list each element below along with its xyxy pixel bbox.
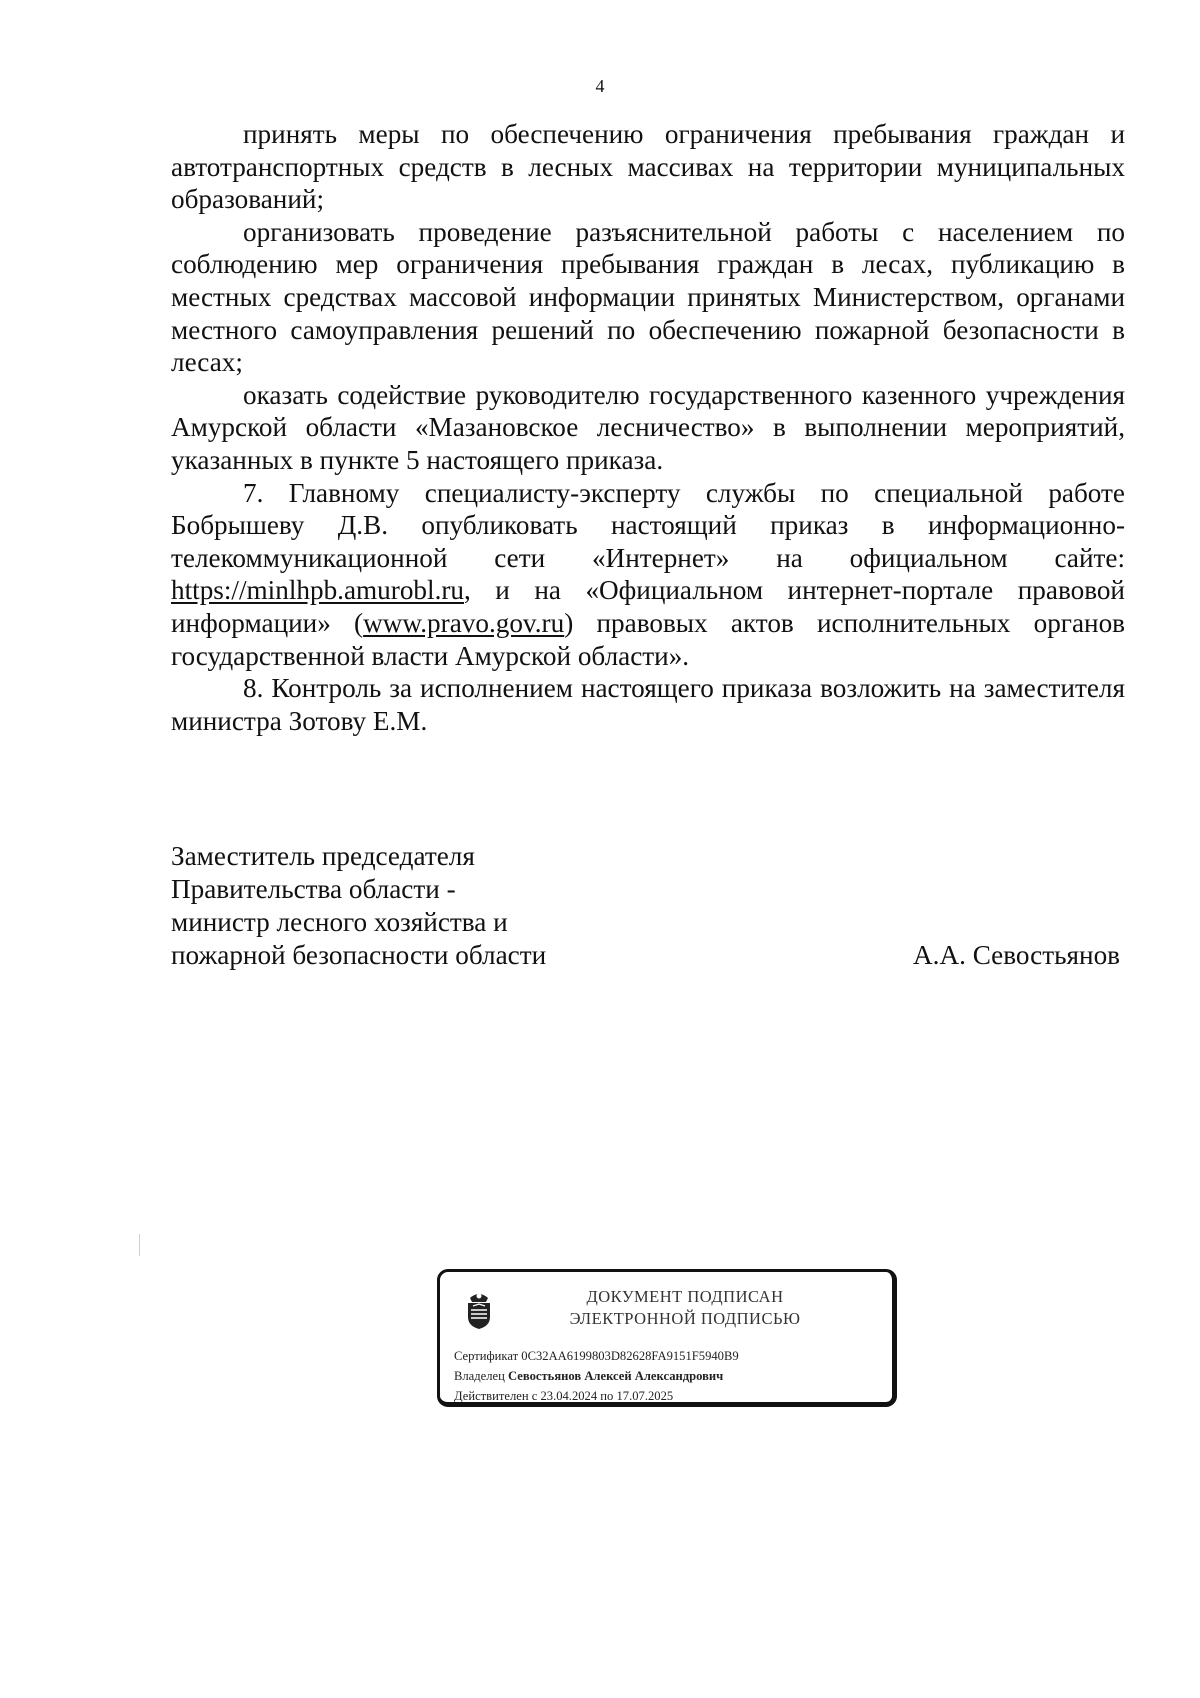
valid-from-date: 23.04.2024 — [540, 1389, 598, 1403]
stamp-title — [520, 1286, 850, 1330]
pravo-portal-link[interactable]: www.pravo.gov.ru — [363, 607, 565, 638]
validity-row — [454, 1386, 739, 1406]
ministry-site-link[interactable]: https://minlhpb.amurobl.ru — [171, 575, 465, 606]
stamp-title-line-2: ЭЛЕКТРОННОЙ ПОДПИСЬЮ — [569, 1309, 801, 1328]
certificate-row — [454, 1346, 739, 1366]
paragraph-restrict-access: принять меры по обеспечению ограничения пребывания граждан и автотранспортных средств в лесных массивах на территории муниципальных образований; — [171, 119, 1125, 215]
signatory-title-line-2: Правительства области - — [171, 874, 456, 904]
certificate-number: 0C32AA6199803D82628FA9151F5940B9 — [521, 1349, 739, 1363]
electronic-signature-stamp — [437, 1269, 897, 1407]
paragraph-item-8: 8. Контроль за исполнением настоящего приказа возложить на заместителя министра Зотову Е.М. — [171, 673, 1125, 736]
scan-artifact — [139, 1234, 140, 1256]
signatory-title-line-4: пожарной безопасности области — [171, 940, 547, 970]
owner-name: Севостьянов Алексей Александрович — [508, 1369, 724, 1383]
coat-of-arms-icon — [464, 1290, 494, 1330]
page-number: 4 — [595, 76, 605, 96]
validity-label: Действителен с — [454, 1389, 538, 1403]
item-7-text-middle: , и на «Официальном интернет-портале правовой информации» ( — [171, 575, 1125, 638]
paragraph-outreach-work: организовать проведение разъяснительной работы с населением по соблюдению мер ограничения пребывания граждан в лесах, публикацию в местных средствах массовой информации принятых Министерством, органами местного самоуправления решений по обеспечению пожарной безопасности в лесах; — [171, 216, 1125, 378]
owner-row — [454, 1366, 739, 1386]
paragraph-assist-forestry: оказать содействие руководителю государственного казенного учреждения Амурской области «Мазановское лесничество» в выполнении мероприятий, указанных в пункте 5 настоящего приказа. — [171, 379, 1125, 475]
stamp-details — [454, 1346, 739, 1406]
certificate-label: Сертификат — [454, 1349, 519, 1363]
signatory-name: А.А. Севостьянов — [913, 940, 1120, 970]
item-7-text-start: 7. Главному специалисту-эксперту службы по специальной работе Бобрышеву Д.В. опубликовать настоящий приказ в информационно-телекоммуникационной сети «Интернет» на официальном сайте: — [171, 477, 1125, 573]
owner-label: Владелец — [454, 1369, 505, 1383]
signatory-title — [171, 840, 546, 972]
valid-to-date: 17.07.2025 — [616, 1389, 674, 1403]
signatory-title-line-1: Заместитель председателя — [171, 841, 475, 871]
paragraph-item-7 — [171, 477, 1125, 673]
valid-to-label: по — [600, 1389, 614, 1403]
signatory-title-line-3: министр лесного хозяйства и — [171, 907, 508, 937]
stamp-title-line-1: ДОКУМЕНТ ПОДПИСАН — [586, 1287, 784, 1306]
item-7-text-end: ) правовых актов исполнительных органов государственной власти Амурской области». — [171, 607, 1125, 671]
document-body — [171, 118, 1125, 737]
